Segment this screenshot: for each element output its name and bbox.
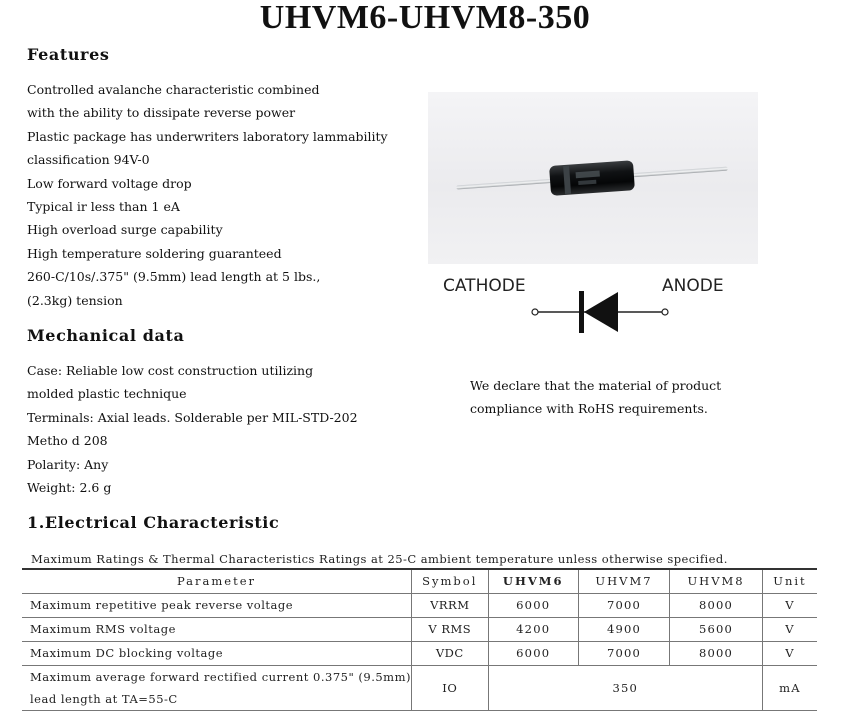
rohs-statement — [470, 374, 721, 421]
mechanical-heading: Mechanical data — [27, 326, 185, 345]
row-uhvm7: 7000 — [578, 593, 669, 617]
row-symbol: V RMS — [411, 617, 488, 641]
mechanical-item: molded plastic technique — [27, 386, 187, 402]
diode-symbol-diagram — [440, 272, 740, 337]
features-item: 260-C/10s/.375" (9.5mm) lead length at 5 lbs., — [27, 269, 321, 285]
table-header-row — [22, 569, 817, 593]
diode-photo — [428, 92, 758, 264]
header-parameter: Parameter — [22, 569, 411, 593]
cathode-label: CATHODE — [443, 276, 526, 296]
features-heading: Features — [27, 45, 110, 64]
features-item: High temperature soldering guaranteed — [27, 245, 282, 261]
row-unit: V — [762, 593, 817, 617]
row-parameter: Maximum repetitive peak reverse voltage — [22, 593, 411, 617]
header-symbol: Symbol — [411, 569, 488, 593]
mechanical-item: Metho d 208 — [27, 433, 108, 449]
features-item: Low forward voltage drop — [27, 175, 192, 191]
features-item: Typical ir less than 1 eA — [27, 198, 180, 214]
mechanical-list — [27, 359, 358, 499]
header-unit: Unit — [762, 569, 817, 593]
mechanical-item: Case: Reliable low cost construction utilizing — [27, 363, 314, 378]
header-uhvm6: UHVM6 — [488, 569, 578, 593]
anode-label: ANODE — [662, 276, 724, 296]
features-item: Controlled avalanche characteristic combined — [27, 82, 320, 97]
mechanical-item: Weight: 2.6 g — [27, 479, 112, 495]
table-row-current — [22, 665, 817, 710]
table-row — [22, 617, 817, 641]
row-unit: V — [762, 617, 817, 641]
table-row — [22, 641, 817, 665]
electrical-table — [22, 568, 817, 711]
page-title: UHVM6-UHVM8-350 — [259, 0, 591, 36]
features-item: classification 94V-0 — [27, 152, 150, 168]
ratings-note: Maximum Ratings & Thermal Characteristics Ratings at 25-C ambient temperature unless otherwise specified. — [31, 552, 728, 566]
row-uhvm6: 6000 — [488, 641, 578, 665]
rohs-line: We declare that the material of product — [470, 378, 722, 393]
row-symbol: VRRM — [411, 593, 488, 617]
header-uhvm7: UHVM7 — [578, 569, 669, 593]
current-symbol: IO — [411, 665, 488, 710]
row-uhvm8: 5600 — [670, 617, 763, 641]
current-parameter-line1: Maximum average forward rectified current 0.375" (9.5mm) — [30, 669, 411, 684]
row-symbol: VDC — [411, 641, 488, 665]
current-parameter-line2: lead length at TA=55-C — [30, 691, 178, 706]
mechanical-item: Polarity: Any — [27, 456, 109, 472]
row-uhvm6: 4200 — [488, 617, 578, 641]
features-item: (2.3kg) tension — [27, 292, 123, 308]
row-uhvm8: 8000 — [670, 641, 763, 665]
current-value: 350 — [488, 665, 762, 710]
row-parameter: Maximum DC blocking voltage — [22, 641, 411, 665]
row-uhvm8: 8000 — [670, 593, 763, 617]
table-row — [22, 593, 817, 617]
row-uhvm7: 4900 — [578, 617, 669, 641]
rohs-line: compliance with RoHS requirements. — [470, 401, 708, 417]
diode-symbol-icon — [440, 272, 740, 337]
current-unit: mA — [762, 665, 817, 710]
row-parameter: Maximum RMS voltage — [22, 617, 411, 641]
mechanical-item: Terminals: Axial leads. Solderable per MIL-STD-202 — [27, 409, 358, 425]
row-uhvm6: 6000 — [488, 593, 578, 617]
diode-component-image — [428, 92, 758, 264]
row-unit: V — [762, 641, 817, 665]
features-item: Plastic package has underwriters laboratory lammability — [27, 128, 388, 144]
header-uhvm8: UHVM8 — [670, 569, 763, 593]
features-list — [27, 78, 388, 312]
row-uhvm7: 7000 — [578, 641, 669, 665]
electrical-heading: 1.Electrical Characteristic — [27, 513, 280, 532]
features-item: with the ability to dissipate reverse power — [27, 105, 296, 121]
features-item: High overload surge capability — [27, 222, 223, 238]
current-parameter — [22, 665, 411, 710]
